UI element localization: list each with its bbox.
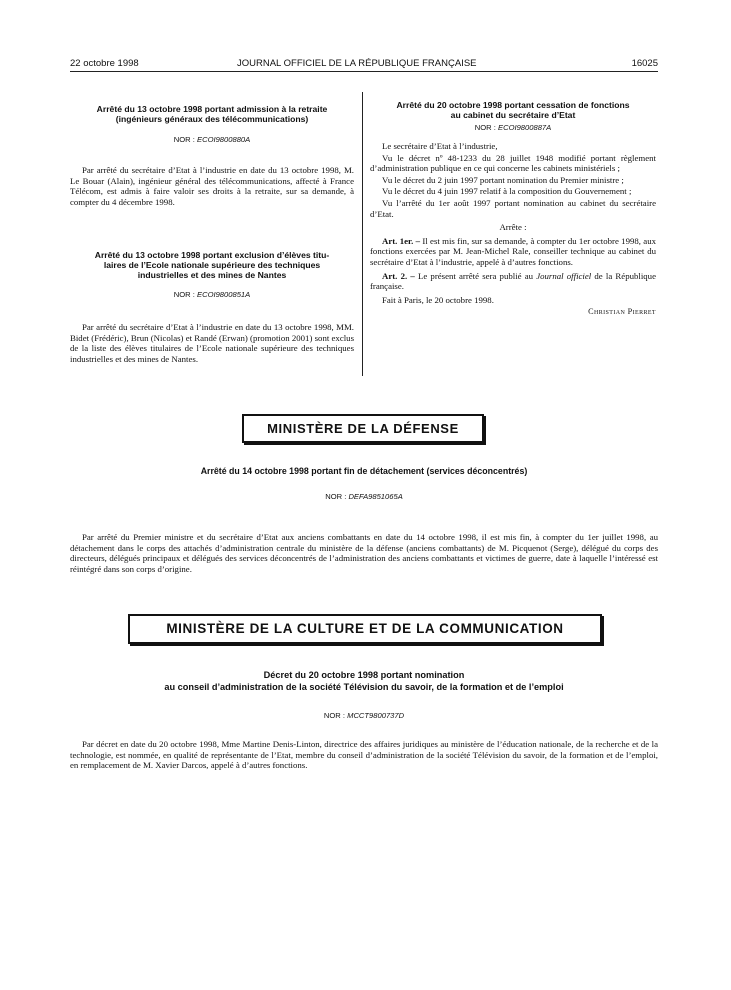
defense-article-body: Par arrêté du Premier ministre et du secrétaire d’Etat aux anciens combattants en date du 14 octobre 1998, il est mis fin, à compter du 1er juillet 1998, au détachement dans le corps des attachés d’administration centrale du ministère de la défense (anciens combattants) de M. Picquenot (Serge), délégué du corps des directeurs, délégués principaux et délégués des services déconcentrés de l’administration des anciens combattants et victimes de guerre, date à laquelle l’intéressé est réintégré dans son corps d’origine. (70, 532, 658, 574)
fait-line: Fait à Paris, le 20 octobre 1998. (382, 294, 494, 305)
right-article (370, 100, 656, 318)
article-body (370, 141, 656, 318)
signature: Christian Pierret (588, 307, 656, 317)
article-title: Arrêté du 13 octobre 1998 portant exclusion d’élèves titu- laires de l’Ecole nationale supérieure des techniques industrielles et des mines de Nantes (94, 250, 330, 280)
paragraph: Vu l’arrêté du 1er août 1997 portant nomination au cabinet du secrétaire d’Etat. (370, 197, 656, 219)
article-title: Arrêté du 20 octobre 1998 portant cessation de fonctions au cabinet du secrétaire d’Etat (396, 100, 630, 120)
header-rule (70, 71, 658, 72)
paragraph: Le secrétaire d’Etat à l’industrie, (382, 141, 498, 151)
defense-article-title: Arrêté du 14 octobre 1998 portant fin de détachement (services déconcentrés) (200, 466, 528, 476)
culture-article-title: Décret du 20 octobre 1998 portant nomination au conseil d’administration de la société Télévision du savoir, de la formation et de l’emploi (164, 670, 564, 692)
left-article-2 (70, 250, 354, 364)
culture-article-body: Par décret en date du 20 octobre 1998, Mme Martine Denis-Linton, directrice des affaires juridiques au ministère de l’éducation nationale, de la recherche et de la technologie, est nommée, en qualité de représentante de l’Etat, membre du conseil d’administration de la société Télévision du savoir, de la formation et de l’emploi, en remplacement de M. Xavier Darcos, appelé à d’autres fonctions. (70, 739, 658, 771)
nor-reference: NOR : ECOI9800851A (173, 290, 251, 299)
article-2: Art. 2. – Le présent arrêté sera publié au Journal officiel de la République française. (370, 270, 656, 292)
header-journal-title: JOURNAL OFFICIEL DE LA RÉPUBLIQUE FRANÇAISE (237, 58, 477, 69)
column-divider (362, 92, 363, 376)
ministry-box-culture: MINISTÈRE DE LA CULTURE ET DE LA COMMUNICATION (128, 614, 602, 644)
arrete-line: Arrête : (499, 222, 527, 233)
article-body: Par arrêté du secrétaire d’Etat à l’industrie en date du 13 octobre 1998, M. Le Bouar (Alain), ingénieur général des télécommunications, affecté à France Télécom, est admis à faire valoir ses droits à la retraite, sur sa demande, à compter du 4 décembre 1998. (70, 165, 354, 207)
article-1: Art. 1er. – Il est mis fin, sur sa demande, à compter du 1er octobre 1998, aux fonctions exercées par M. Jean-Michel Rale, conseiller technique au cabinet du secrétaire d’Etat à l’industrie, appelé à d’autres fonctions. (370, 235, 656, 267)
header-page-number: 16025 (631, 58, 658, 69)
left-article-1 (70, 104, 354, 207)
paragraph: Vu le décret nº 48-1233 du 28 juillet 1948 modifié portant règlement d’administration publique en ce qui concerne les cabinets ministériels ; (370, 152, 656, 174)
nor-reference: NOR : DEFA9851065A (325, 492, 403, 501)
nor-reference: NOR : MCCT9800737D (323, 711, 405, 720)
header-date: 22 octobre 1998 (70, 58, 139, 69)
ministry-box-defense: MINISTÈRE DE LA DÉFENSE (242, 414, 484, 443)
nor-reference: NOR : ECOI9800880A (173, 135, 251, 144)
article-body: Par arrêté du secrétaire d’Etat à l’industrie en date du 13 octobre 1998, MM. Bidet (Frédéric), Brun (Nicolas) et Randé (Erwan) (promotion 2001) sont exclus de la liste des élèves titulaires de l’Ecole nationale supérieure des techniques industrielles et des mines de Nantes. (70, 322, 354, 364)
paragraph: Vu le décret du 4 juin 1997 relatif à la composition du Gouvernement ; (382, 186, 632, 197)
nor-reference: NOR : ECOI9800887A (474, 123, 552, 132)
paragraph: Vu le décret du 2 juin 1997 portant nomination du Premier ministre ; (382, 174, 624, 185)
article-title: Arrêté du 13 octobre 1998 portant admission à la retraite (ingénieurs généraux des télécommunications) (96, 104, 328, 124)
